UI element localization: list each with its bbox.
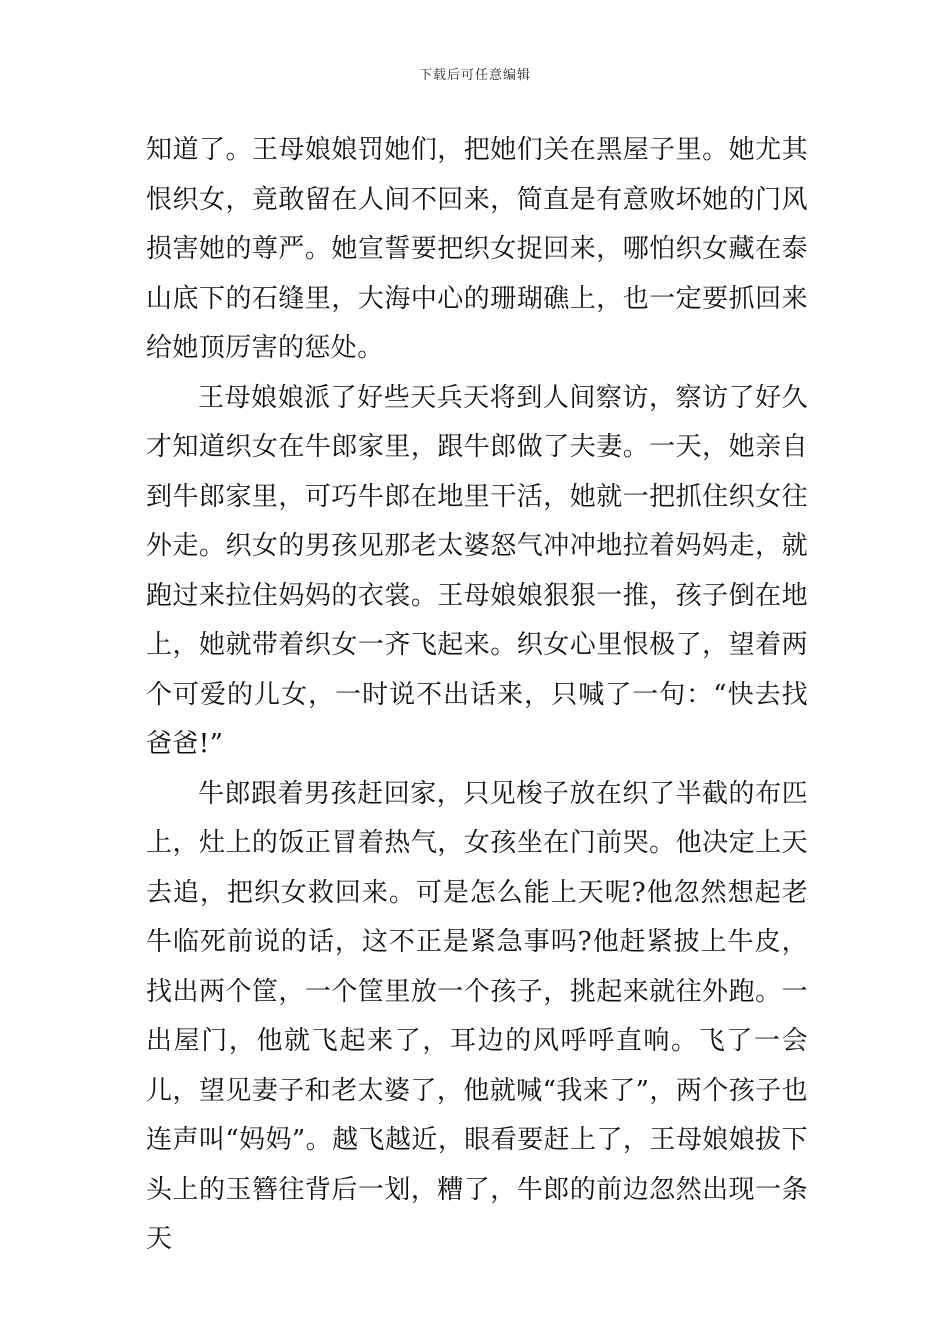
paragraph-3: 牛郎跟着男孩赶回家，只见梭子放在织了半截的布匹上，灶上的饭正冒着热气，女孩坐在门前哭。他决定上天去追，把织女救回来。可是怎么能上天呢?他忽然想起老牛临死前说的话，这不正是紧急事吗?他赶紧披上牛皮，找出两个筐，一个筐里放一个孩子，挑起来就往外跑。一出屋门，他就飞起来了，耳边的风呼呼直响。飞了一会儿，望见妻子和老太婆了，他就喊“我来了”，两个孩子也连声叫“妈妈”。越飞越近，眼看要赶上了，王母娘娘拔下头上的玉簪往背后一划，糟了，牛郎的前边忽然出现一条天: [146, 778, 808, 1254]
paragraph-1: 知道了。王母娘娘罚她们，把她们关在黑屋子里。她尤其恨织女，竟敢留在人间不回来，简直是有意败坏她的门风损害她的尊严。她宣誓要把织女捉回来，哪怕织女藏在泰山底下的石缝里，大海中心的珊瑚礁上，也一定要抓回来给她顶厉害的惩处。: [146, 135, 808, 363]
body-text: [146, 126, 808, 1265]
page-header: 下载后可任意编辑: [418, 68, 531, 83]
paragraph-2: 王母娘娘派了好些天兵天将到人间察访，察访了好久才知道织女在牛郎家里，跟牛郎做了夫妻。一天，她亲自到牛郎家里，可巧牛郎在地里干活，她就一把抓住织女往外走。织女的男孩见那老太婆怒气冲冲地拉着妈妈走，就跑过来拉住妈妈的衣裳。王母娘娘狠狠一推，孩子倒在地上，她就带着织女一齐飞起来。织女心里恨极了，望着两个可爱的儿女，一时说不出话来，只喊了一句：“快去找爸爸!”: [146, 382, 808, 759]
